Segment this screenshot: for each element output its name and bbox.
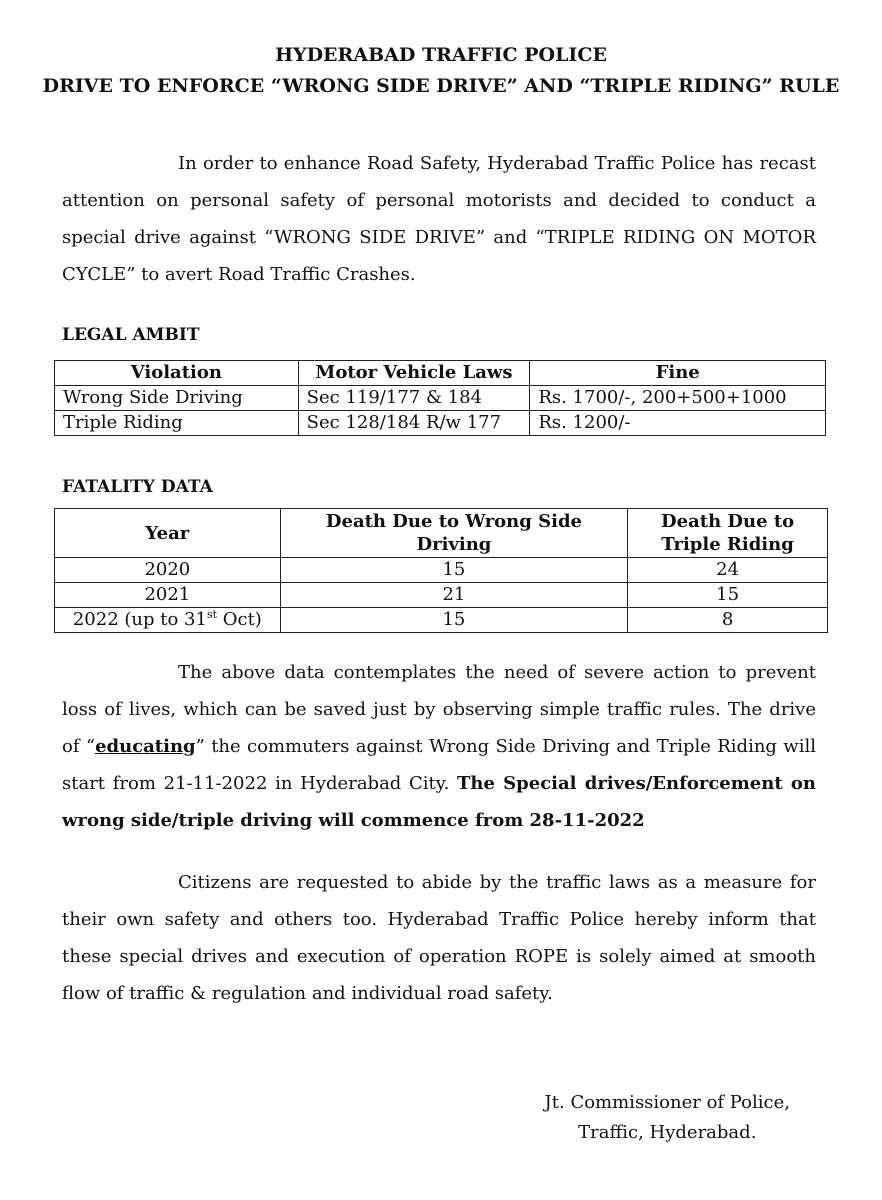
table-cell: 15	[280, 608, 628, 633]
table-cell: 21	[280, 583, 628, 608]
table-cell-year	[55, 608, 281, 633]
table-cell: 15	[280, 558, 628, 583]
document-subtitle: DRIVE TO ENFORCE “WRONG SIDE DRIVE” AND “TRIPLE RIDING” RULE	[42, 75, 840, 97]
table-cell: Wrong Side Driving	[55, 386, 299, 411]
table-row	[55, 558, 828, 583]
signature-title: Jt. Commissioner of Police,	[544, 1092, 790, 1113]
table-cell: Sec 128/184 R/w 177	[298, 411, 530, 436]
document-title: HYDERABAD TRAFFIC POLICE	[275, 44, 607, 66]
table-row	[55, 583, 828, 608]
table-cell: Rs. 1700/-, 200+500+1000	[530, 386, 826, 411]
intro-paragraph	[62, 145, 816, 293]
table-row	[55, 411, 826, 436]
table-header-row	[55, 509, 828, 558]
table-cell: 15	[628, 583, 828, 608]
signature-office: Traffic, Hyderabad.	[578, 1122, 757, 1143]
intro-text: In order to enhance Road Safety, Hyderabad Traffic Police has recast attention on personal safety of personal motorists and decided to conduct a special drive against “WRONG SIDE DRIVE” and “TRIPLE RIDING ON MOTOR CYCLE” to avert Road Traffic Crashes.	[62, 153, 816, 285]
analysis-text-1: The above data contemplates the need of severe action to prevent loss of lives, which can be saved just by observing simple traffic rules. The drive of “	[62, 662, 816, 757]
table-cell: 2020	[55, 558, 281, 583]
analysis-paragraph	[62, 654, 816, 839]
signature-block	[545, 1088, 790, 1148]
appeal-text: Citizens are requested to abide by the traffic laws as a measure for their own safety and others too. Hyderabad Traffic Police hereby inform that these special drives and execution of operation ROPE is solely aimed at smooth flow of traffic & regulation and individual road safety.	[62, 872, 816, 1004]
table-cell: 8	[628, 608, 828, 633]
column-header: Death Due to Triple Riding	[628, 509, 828, 558]
table-row	[55, 608, 828, 633]
enforcement-date-notice: The Special drives/Enforcement on wrong side/triple driving will commence from 28-11-2022	[62, 773, 816, 831]
appeal-paragraph	[62, 864, 816, 1012]
table-cell: Sec 119/177 & 184	[298, 386, 530, 411]
fatality-data-table	[54, 508, 828, 633]
legal-ambit-table	[54, 360, 826, 436]
analysis-text-2: ” the commuters against Wrong Side Driving and Triple Riding will start from 21-11-2022 in Hyderabad City.	[62, 736, 816, 794]
column-header: Fine	[530, 361, 826, 386]
ordinal-suffix: st	[206, 608, 218, 621]
educating-emphasis: educating	[95, 736, 196, 757]
year-suffix: Oct)	[217, 609, 262, 630]
table-cell: 24	[628, 558, 828, 583]
column-header: Motor Vehicle Laws	[298, 361, 530, 386]
table-cell: 2021	[55, 583, 281, 608]
legal-ambit-heading: LEGAL AMBIT	[62, 325, 200, 345]
table-cell: Triple Riding	[55, 411, 299, 436]
column-header: Violation	[55, 361, 299, 386]
fatality-data-heading: FATALITY DATA	[62, 477, 213, 497]
table-header-row	[55, 361, 826, 386]
table-cell: Rs. 1200/-	[530, 411, 826, 436]
table-row	[55, 386, 826, 411]
column-header: Year	[55, 509, 281, 558]
column-header: Death Due to Wrong Side Driving	[280, 509, 628, 558]
year-prefix: 2022 (up to 31	[72, 609, 207, 630]
